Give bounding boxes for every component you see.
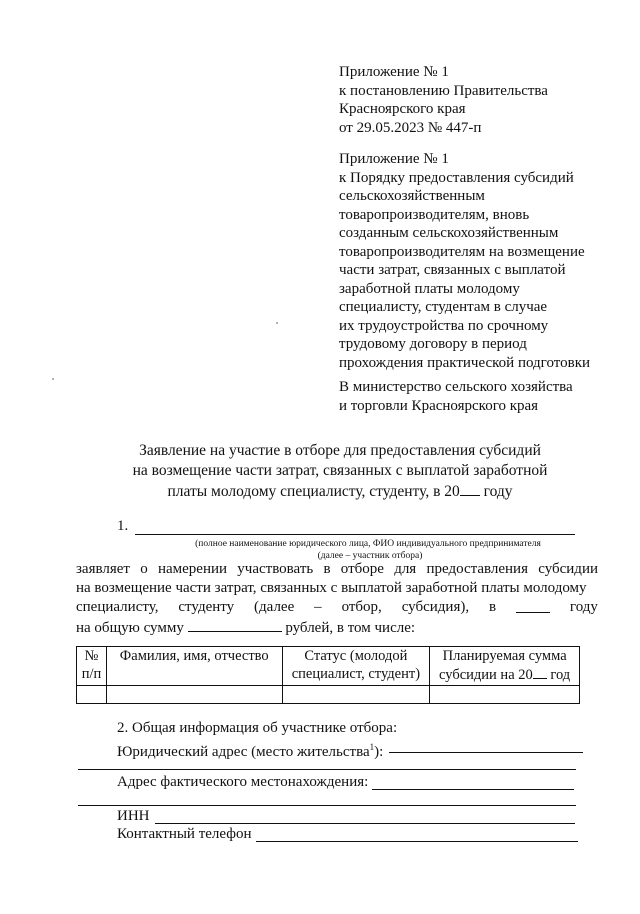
appendix-2-line: специалисту, студентам в случае bbox=[339, 299, 548, 315]
para-word: субсидия), bbox=[401, 599, 470, 615]
section-1-number: 1. bbox=[117, 518, 129, 534]
specialists-table bbox=[76, 646, 580, 704]
scan-speck bbox=[52, 378, 54, 380]
header-full-name: Фамилия, имя, отчество bbox=[106, 647, 282, 686]
header-number-line: № bbox=[84, 648, 99, 664]
para-word: – bbox=[314, 599, 322, 615]
header-planned-sum bbox=[430, 647, 580, 686]
appendix-1-line: к постановлению Правительства bbox=[339, 82, 548, 99]
footnote-mark: 1 bbox=[369, 742, 375, 752]
header-sum-text: субсидии на 20 bbox=[439, 666, 533, 683]
title-line-text: платы молодому специалисту, студенту, в 20 bbox=[167, 483, 460, 500]
header-sum-suffix: год bbox=[546, 666, 571, 683]
participant-name-hint: (полное наименование юридического лица, ФИО индивидуального предпринимателя bbox=[195, 539, 541, 549]
document-title bbox=[90, 441, 590, 502]
year-field[interactable] bbox=[516, 598, 550, 613]
appendix-2-line: Приложение № 1 bbox=[339, 151, 449, 167]
appendix-2-line: трудовому договору в период bbox=[339, 336, 527, 352]
appendix-1-header bbox=[339, 63, 548, 137]
legal-address-text: Юридический адрес (место жительства bbox=[117, 744, 370, 760]
section-1-paragraph bbox=[76, 560, 598, 638]
appendix-2-line: заработной платы молодому bbox=[339, 280, 520, 297]
header-sum-line: Планируемая сумма bbox=[442, 648, 567, 664]
para-word: в bbox=[489, 599, 497, 615]
participant-hint-2: (далее – участник отбора) bbox=[317, 551, 423, 561]
header-year-blank[interactable] bbox=[533, 666, 547, 679]
table-cell[interactable] bbox=[282, 686, 430, 704]
header-number-line: п/п bbox=[81, 665, 102, 682]
year-blank[interactable] bbox=[460, 481, 480, 496]
appendix-1-line: от 29.05.2023 № 447-п bbox=[339, 119, 482, 136]
inn-field[interactable] bbox=[155, 823, 575, 824]
header-sum-line bbox=[432, 666, 577, 685]
para-line bbox=[76, 617, 598, 638]
appendix-2-header bbox=[339, 150, 590, 372]
actual-address-label: Адрес фактического местонахождения: bbox=[117, 774, 369, 790]
phone-label: Контактный телефон bbox=[117, 826, 252, 842]
para-line: на возмещение части затрат, связанных с выплатой заработной платы молодому bbox=[76, 580, 587, 596]
participant-name-field[interactable] bbox=[135, 534, 575, 535]
legal-address-end: ): bbox=[374, 744, 384, 760]
addressee bbox=[339, 378, 573, 415]
phone-field[interactable] bbox=[256, 841, 578, 842]
appendix-1-line: Красноярского края bbox=[339, 101, 466, 117]
para-word: рублей, в том числе: bbox=[285, 620, 416, 636]
appendix-2-line: их трудоустройства по срочному bbox=[339, 317, 549, 334]
title-line-suffix: году bbox=[479, 483, 513, 500]
addressee-line: и торговли Красноярского края bbox=[339, 397, 539, 414]
table-cell[interactable] bbox=[430, 686, 580, 704]
title-line: Заявление на участие в отборе для предоставления субсидий bbox=[139, 442, 541, 459]
appendix-2-line: прохождения практической подготовки bbox=[339, 354, 591, 371]
section-2-heading: 2. Общая информация об участнике отбора: bbox=[117, 720, 398, 736]
para-word: специалисту, bbox=[76, 599, 159, 615]
table-cell[interactable] bbox=[77, 686, 107, 704]
actual-address-field-2[interactable] bbox=[78, 805, 576, 806]
title-line bbox=[90, 481, 590, 502]
inn-label: ИНН bbox=[117, 808, 150, 824]
legal-address-field-2[interactable] bbox=[78, 769, 576, 770]
header-number bbox=[77, 647, 107, 686]
header-status-line: специалист, студент) bbox=[291, 665, 421, 682]
header-status-line: Статус (молодой bbox=[304, 648, 408, 664]
para-word: году bbox=[569, 599, 598, 615]
actual-address-field[interactable] bbox=[372, 789, 574, 790]
header-status bbox=[282, 647, 430, 686]
appendix-2-line: товаропроизводителям, вновь bbox=[339, 206, 530, 223]
appendix-2-line: созданным сельскохозяйственным bbox=[339, 225, 559, 241]
addressee-line: В министерство сельского хозяйства bbox=[339, 379, 573, 395]
total-amount-field[interactable] bbox=[188, 617, 282, 632]
title-line: на возмещение части затрат, связанных с выплатой заработной bbox=[132, 462, 548, 479]
para-word: (далее bbox=[254, 599, 295, 615]
para-line: заявляет о намерении участвовать в отборе для предоставления субсидии bbox=[76, 561, 598, 577]
para-word: отбор, bbox=[341, 599, 382, 615]
table-cell[interactable] bbox=[106, 686, 282, 704]
para-word: студенту bbox=[178, 599, 235, 615]
table-row bbox=[77, 686, 580, 704]
para-word: на общую сумму bbox=[76, 620, 184, 636]
appendix-2-line: сельскохозяйственным bbox=[339, 188, 485, 204]
appendix-2-line: к Порядку предоставления субсидий bbox=[339, 169, 574, 186]
appendix-1-line: Приложение № 1 bbox=[339, 64, 449, 80]
legal-address-label bbox=[117, 738, 383, 762]
para-line bbox=[76, 598, 598, 617]
legal-address-field[interactable] bbox=[389, 752, 583, 753]
scan-speck bbox=[276, 322, 278, 324]
table-header-row bbox=[77, 647, 580, 686]
appendix-2-line: товаропроизводителям на возмещение bbox=[339, 243, 585, 260]
appendix-2-line: части затрат, связанных с выплатой bbox=[339, 262, 566, 278]
